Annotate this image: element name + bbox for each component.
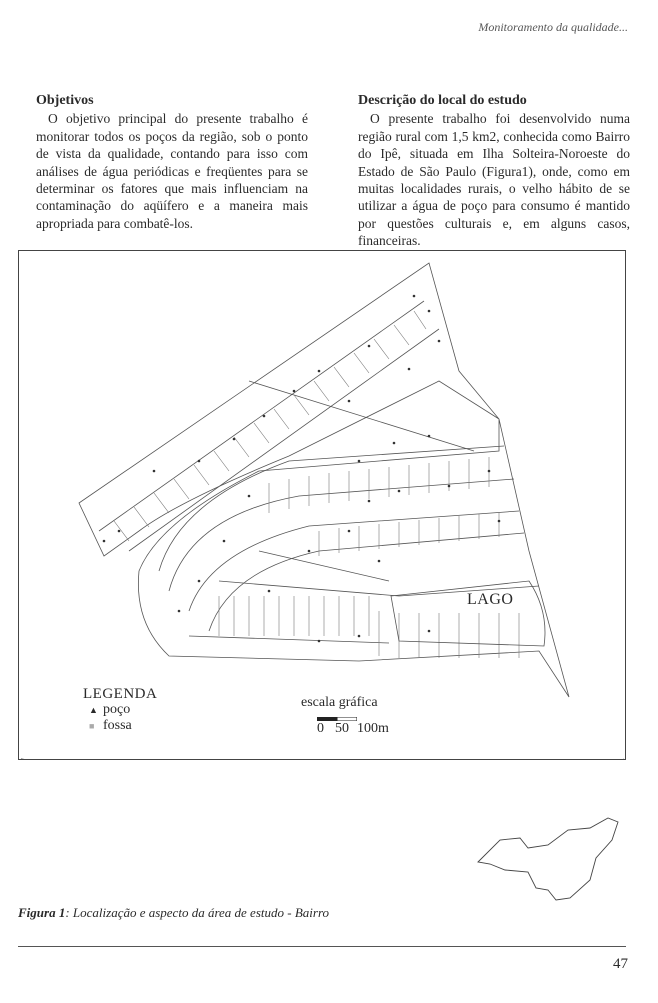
map-street [209, 533, 524, 631]
figure-caption [18, 905, 329, 921]
map-street [259, 551, 389, 581]
page-number: 47 [613, 956, 628, 972]
footer-rule [18, 946, 626, 947]
objectives-section [36, 92, 308, 232]
objectives-heading: Objetivos [36, 93, 94, 108]
map-lots [219, 596, 369, 636]
graphic-scale [301, 695, 389, 736]
legend-item-cesspit [83, 718, 157, 734]
map-legend [83, 687, 157, 734]
scale-ticks [317, 721, 389, 737]
map-lots [269, 457, 489, 513]
caption-label: Figura 1 [18, 905, 66, 920]
lake-label: LAGO [467, 591, 514, 608]
legend-label-cesspit: fossa [103, 718, 132, 733]
site-description-text: O presente trabalho foi desenvolvido numa região rural com 1,5 km2, conhecida como Bairro do Ipê, situada em Ilha Solteira-Noroeste do Estado de São Paulo (Figura1), onde, como em muitas localidades rurais, o velho hábito de se utilizar a água de poço para consumo é mantido por questões culturais e, em alguns casos, financeiras. [358, 111, 630, 249]
location-overview-map [0, 740, 658, 910]
map-street [169, 479, 514, 591]
map-street [99, 301, 424, 531]
study-area-map [19, 251, 625, 759]
study-area-figure [18, 250, 626, 760]
site-description-section [358, 92, 630, 250]
caption-text: : Localização e aspecto da área de estudo - Bairro [65, 905, 330, 920]
legend-label-well: poço [103, 702, 131, 717]
legend-title: LEGENDA [83, 686, 158, 702]
map-lots [114, 311, 426, 541]
scale-tick-50: 50 [335, 721, 349, 736]
scale-tick-100: 100m [357, 721, 389, 736]
objectives-text: O objetivo principal do presente trabalho é monitorar todos os poços da região, sob o ponto de vista da qualidade, contando para isso com análises de água periódicas e freqüentes para se determinar os fatores que mais influenciam na contaminação do aqüífero e a maneira mais apropriada para combatê-los. [36, 111, 308, 231]
map-lots [379, 611, 519, 658]
scale-label: escala gráfica [301, 695, 378, 710]
municipality-outline [478, 818, 618, 900]
triangle-icon: ▲ [89, 705, 98, 715]
square-icon: ■ [89, 721, 95, 731]
scale-tick-0: 0 [317, 721, 324, 736]
legend-item-well [83, 702, 157, 718]
site-description-heading: Descrição do local do estudo [358, 93, 527, 108]
running-header: Monitoramento da qualidade... [478, 20, 628, 34]
